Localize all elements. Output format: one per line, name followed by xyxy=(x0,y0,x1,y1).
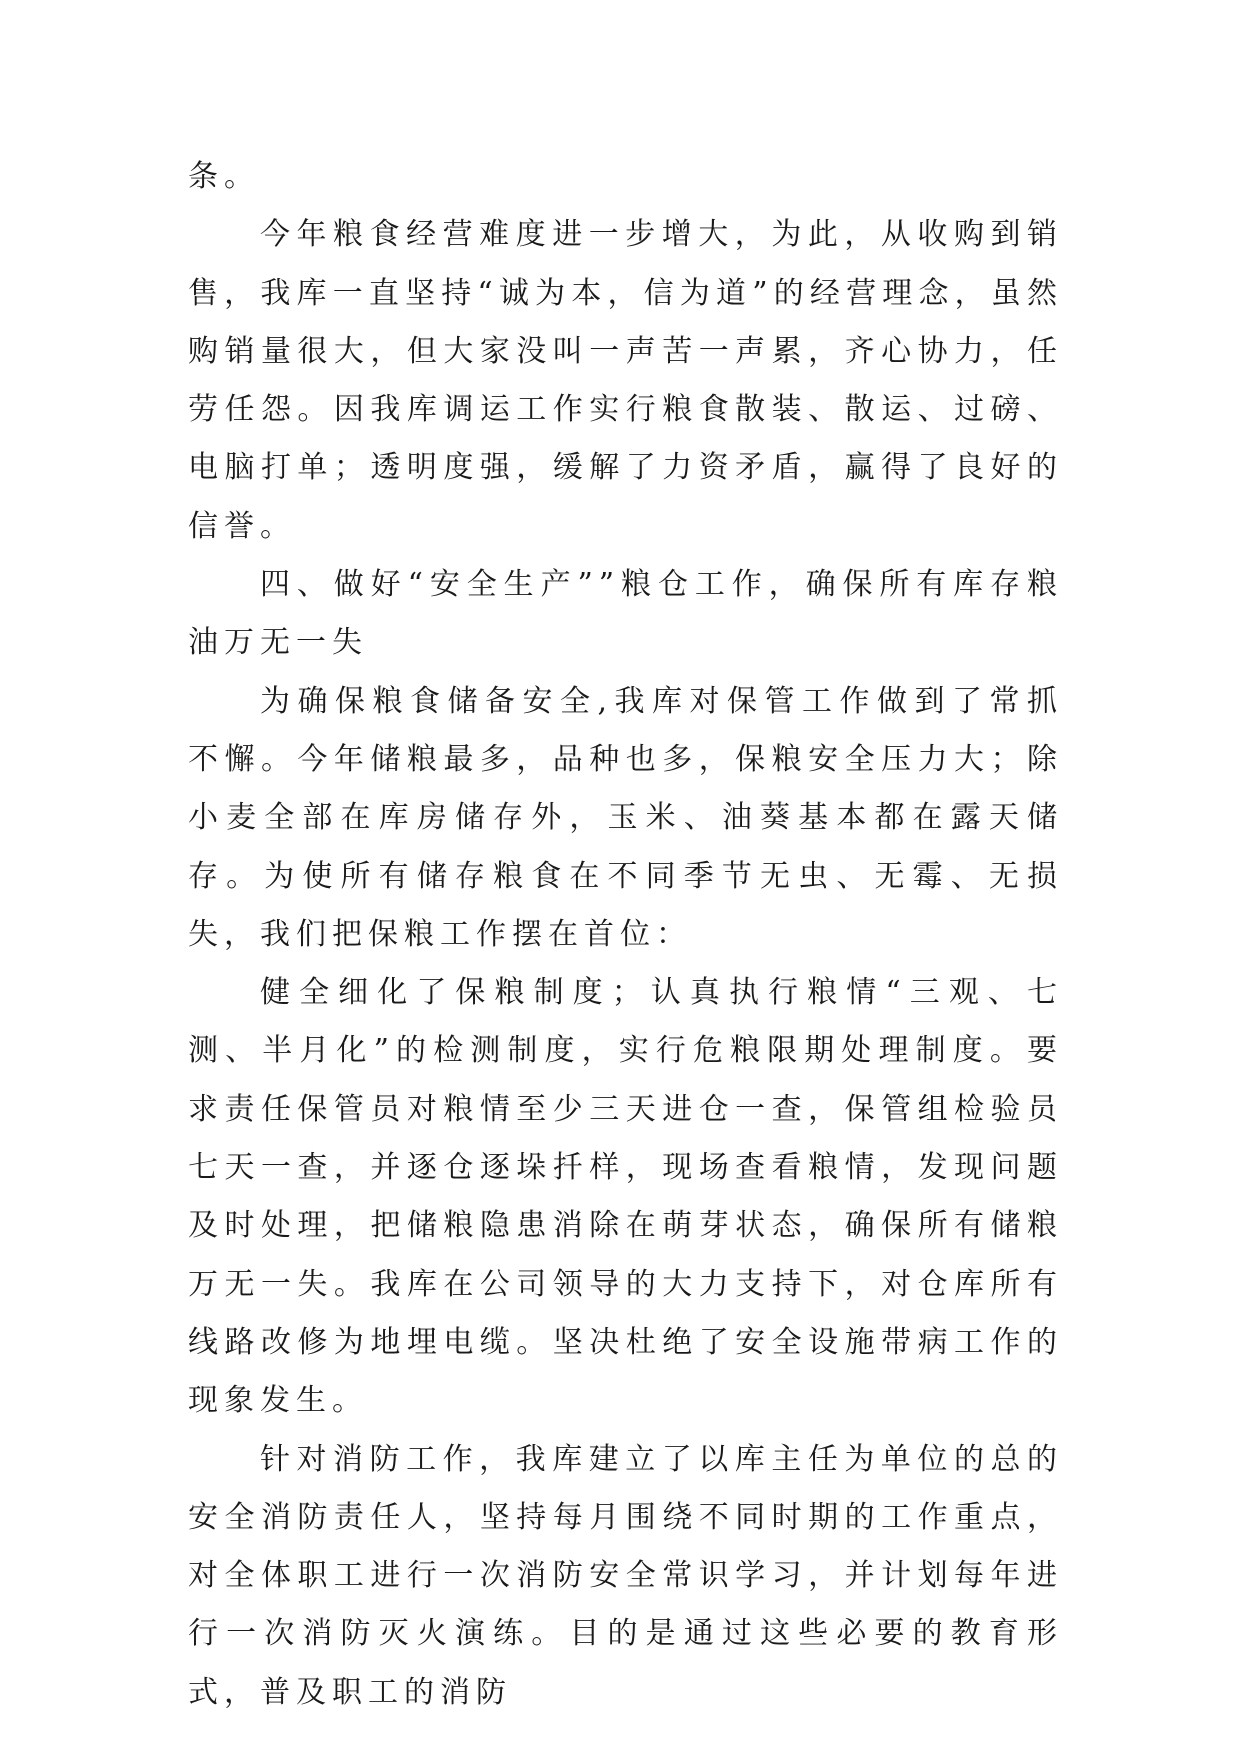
paragraph-storage-safety: 为确保粮食储备安全,我库对保管工作做到了常抓不懈。今年储粮最多，品种也多，保粮安全压力大；除小麦全部在库房储存外，玉米、油葵基本都在露天储存。为使所有储存粮食在不同季节无虫、无霉、无损失，我们把保粮工作摆在首位： xyxy=(188,683,1063,952)
paragraph-fire-safety: 针对消防工作，我库建立了以库主任为单位的总的安全消防责任人，坚持每月围绕不同时期的工作重点，对全体职工进行一次消防安全常识学习，并计划每年进行一次消防灭火演练。目的是通过这些必要的教育形式，普及职工的消防 xyxy=(188,1441,1063,1710)
document-body xyxy=(188,148,1063,1722)
paragraph-continuation: 条。 xyxy=(188,159,260,194)
paragraph-grain-operations: 今年粮食经营难度进一步增大，为此，从收购到销售，我库一直坚持“诚为本，信为道”的经营理念，虽然购销量很大，但大家没叫一声苦一声累，齐心协力，任劳任怨。因我库调运工作实行粮食散装、散运、过磅、电脑打单；透明度强，缓解了力资矛盾，赢得了良好的信誉。 xyxy=(188,217,1063,544)
paragraph-storage-rules: 健全细化了保粮制度；认真执行粮情“三观、七测、半月化”的检测制度，实行危粮限期处理制度。要求责任保管员对粮情至少三天进仓一查，保管组检验员七天一查，并逐仓逐垛扦样，现场查看粮情，发现问题及时处理，把储粮隐患消除在萌芽状态，确保所有储粮万无一失。我库在公司领导的大力支持下，对仓库所有线路改修为地埋电缆。坚决杜绝了安全设施带病工作的现象发生。 xyxy=(188,975,1063,1419)
section-heading-safety: 四、做好“安全生产””粮仓工作，确保所有库存粮油万无一失 xyxy=(188,567,1063,661)
